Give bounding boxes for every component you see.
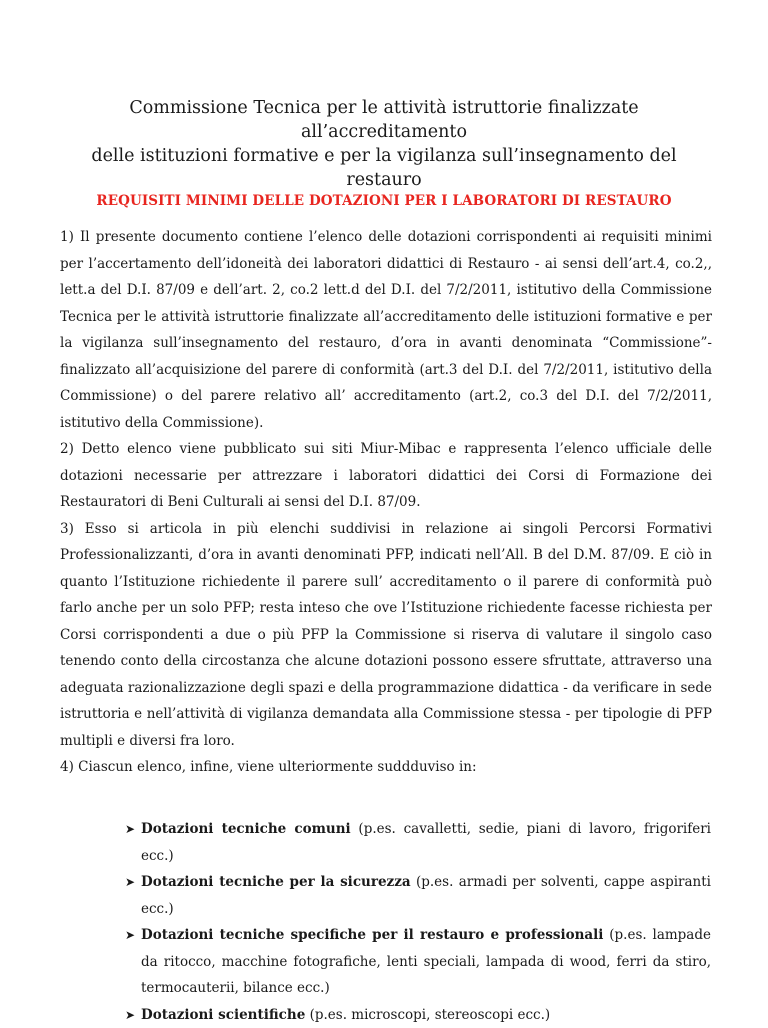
list-item-bold: Dotazioni tecniche specifiche per il restauro e professionali — [141, 927, 603, 943]
title-line-2: delle istituzioni formative e per la vigilanza sull’insegnamento del restauro — [60, 144, 708, 192]
list-item — [125, 816, 711, 869]
paragraph-1: 1) Il presente documento contiene l’elenco delle dotazioni corrispondenti ai requisiti minimi per l’accertamento dell’idoneità dei laboratori didattici di Restauro - ai sensi dell’art.4, co.2,, lett.a del D.I. 87/09 e dell’art. 2, co.2 lett.d del D.I. del 7/2/2011, istitutivo della Commissione Tecnica per le attività istruttorie finalizzate all’accreditamento delle istituzioni formative e per la vigilanza sull’insegnamento del restauro, d’ora in avanti denominata “Commissione”-finalizzato all’acquisizione del parere di conformità (art.3 del D.I. del 7/2/2011, istitutivo della Commissione) o del parere relativo all’ accreditamento (art.2, co.3 del D.I. del 7/2/2011, istitutivo della Commissione). — [60, 224, 712, 436]
title-line-1: Commissione Tecnica per le attività istruttorie finalizzate all’accreditamento — [60, 96, 708, 144]
list-item — [125, 869, 711, 922]
list-item-bold: Dotazioni scientifiche — [141, 1007, 305, 1023]
list-item-text: (p.es. armadi per solventi, cappe aspiranti ecc.) — [141, 874, 711, 917]
section-heading: REQUISITI MINIMI DELLE DOTAZIONI PER I LABORATORI DI RESTAURO — [60, 193, 708, 209]
list-item-text: (p.es. lampade da ritocco, macchine fotografiche, lenti speciali, lampada di wood, ferri da stiro, termocauterii, bilance ecc.) — [141, 927, 711, 996]
arrowhead-bullet-icon: ➤ — [125, 922, 135, 949]
list-item-text: (p.es. cavalletti, sedie, piani di lavoro, frigoriferi ecc.) — [141, 821, 711, 864]
paragraph-2: 2) Detto elenco viene pubblicato sui siti Miur-Mibac e rappresenta l’elenco ufficiale delle dotazioni necessarie per attrezzare i laboratori didattici dei Corsi di Formazione dei Restauratori di Beni Culturali ai sensi del D.I. 87/09. — [60, 436, 712, 516]
arrowhead-bullet-icon: ➤ — [125, 869, 135, 896]
list-item — [125, 1002, 711, 1028]
paragraph-4: 4) Ciascun elenco, infine, viene ulteriormente suddduviso in: — [60, 754, 712, 781]
arrowhead-bullet-icon: ➤ — [125, 816, 135, 843]
list-item-text: (p.es. microscopi, stereoscopi ecc.) — [305, 1007, 550, 1023]
document-title — [60, 96, 708, 192]
paragraph-3: 3) Esso si articola in più elenchi suddivisi in relazione ai singoli Percorsi Formativi Professionalizzanti, d’ora in avanti denominati PFP, indicati nell’All. B del D.M. 87/09. E ciò in quanto l’Istituzione richiedente il parere sull’ accreditamento o il parere di conformità può farlo anche per un solo PFP; resta inteso che ove l’Istituzione richiedente facesse richiesta per Corsi corrispondenti a due o più PFP la Commissione si riserva di valutare il singolo caso tenendo conto della circostanza che alcune dotazioni possono essere sfruttate, attraverso una adeguata razionalizzazione degli spazi e della programmazione didattica - da verificare in sede istruttoria e nell’attività di vigilanza demandata alla Commissione stessa - per tipologie di PFP multipli e diversi fra loro. — [60, 516, 712, 755]
list-item — [125, 922, 711, 1002]
document-body — [60, 224, 712, 781]
dotazioni-list — [0, 816, 711, 1028]
list-item-bold: Dotazioni tecniche per la sicurezza — [141, 874, 411, 890]
arrowhead-bullet-icon: ➤ — [125, 1002, 135, 1028]
list-item-bold: Dotazioni tecniche comuni — [141, 821, 351, 837]
